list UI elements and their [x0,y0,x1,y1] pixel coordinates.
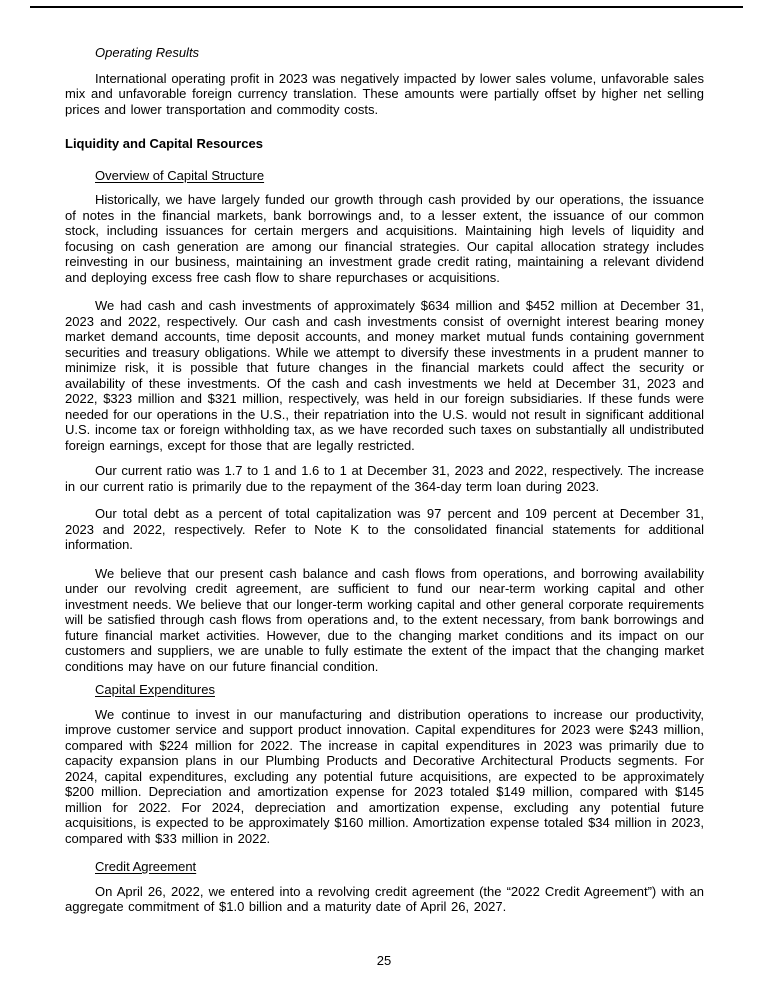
paragraph-total-debt: Our total debt as a percent of total capitalization was 97 percent and 109 percent at December 31, 2023 and 2022, respectively. Refer to Note K to the consolidated financial statements for additional information. [65,506,704,552]
paragraph-liquidity-outlook: We believe that our present cash balance and cash flows from operations, and borrowing availability under our revolving credit agreement, are sufficient to fund our near-term working capital and other investment needs. We believe that our longer-term working capital and other general corporate requirements will be satisfied through cash flows from operations and, to the extent necessary, from bank borrowings and future financial market activities. However, due to the changing market conditions and its impact on our customers and suppliers, we are unable to fully estimate the extent of the impact that the changing market conditions may have on our future financial condition. [65,565,704,674]
paragraph-international-operating-profit: International operating profit in 2023 was negatively impacted by lower sales volume, unfavorable sales mix and unfavorable foreign currency translation. These amounts were partially offset by higher net selling prices and lower transportation and commodity costs. [65,70,704,117]
heading-credit-agreement [65,859,704,875]
top-horizontal-rule [30,6,743,8]
page-number: 25 [376,953,392,968]
heading-capital-expenditures-label: Capital Expenditures [95,682,215,697]
heading-operating-results: Operating Results [95,45,200,60]
heading-credit-agreement-label: Credit Agreement [95,859,197,874]
paragraph-cash-and-cash-investments: We had cash and cash investments of approximately $634 million and $452 million at December 31, 2023 and 2022, respectively. Our cash and cash investments consist of overnight interest bearing money market demand accounts, time deposit accounts, and money market mutual funds containing government securities and treasury obligations. While we attempt to diversify these investments in a prudent manner to minimize risk, it is possible that future changes in the financial markets could affect the security or availability of these investments. Of the cash and cash investments we held at December 31, 2023 and 2022, $323 million and $321 million, respectively, was held in our foreign subsidiaries. If these funds were needed for our operations in the U.S., their repatriation into the U.S. would not result in significant additional U.S. income tax or foreign withholding tax, as we have recorded such taxes on substantially all undistributed foreign earnings, except for those that are legally restricted. [65,298,704,453]
paragraph-current-ratio: Our current ratio was 1.7 to 1 and 1.6 to 1 at December 31, 2023 and 2022, respectively. The increase in our current ratio is primarily due to the repayment of the 364-day term loan during 2023. [65,463,704,494]
paragraph-credit-agreement: On April 26, 2022, we entered into a revolving credit agreement (the “2022 Credit Agreement”) with an aggregate commitment of $1.0 billion and a maturity date of April 26, 2027. [65,883,704,914]
heading-overview-of-capital-structure [65,168,704,184]
heading-liquidity-and-capital-resources: Liquidity and Capital Resources [65,136,263,151]
heading-capital-expenditures [65,682,704,698]
paragraph-capital-expenditures: We continue to invest in our manufacturing and distribution operations to increase our productivity, improve customer service and support product innovation. Capital expenditures for 2023 were $243 million, compared with $224 million for 2022. The increase in capital expenditures in 2023 was primarily due to capacity expansion plans in our Plumbing Products and Decorative Architectural Products segments. For 2024, capital expenditures, excluding any potential future acquisitions, are expected to be approximately $200 million. Depreciation and amortization expense for 2023 totaled $149 million, compared with $145 million for 2022. For 2024, depreciation and amortization expense, excluding any potential future acquisitions, is expected to be approximately $160 million. Amortization expense totaled $34 million in 2023, compared with $33 million in 2022. [65,706,704,846]
heading-overview-of-capital-structure-label: Overview of Capital Structure [95,167,265,183]
paragraph-capital-structure-history: Historically, we have largely funded our growth through cash provided by our operations, the issuance of notes in the financial markets, bank borrowings and, to a lesser extent, the issuance of our common stock, including issuances for certain mergers and acquisitions. Maintaining high levels of liquidity and focusing on cash generation are among our financial strategies. Our capital allocation strategy includes reinvesting in our business, maintaining an investment grade credit rating, maintaining a relevant dividend and deploying excess free cash flow to share repurchases or acquisitions. [65,192,704,285]
